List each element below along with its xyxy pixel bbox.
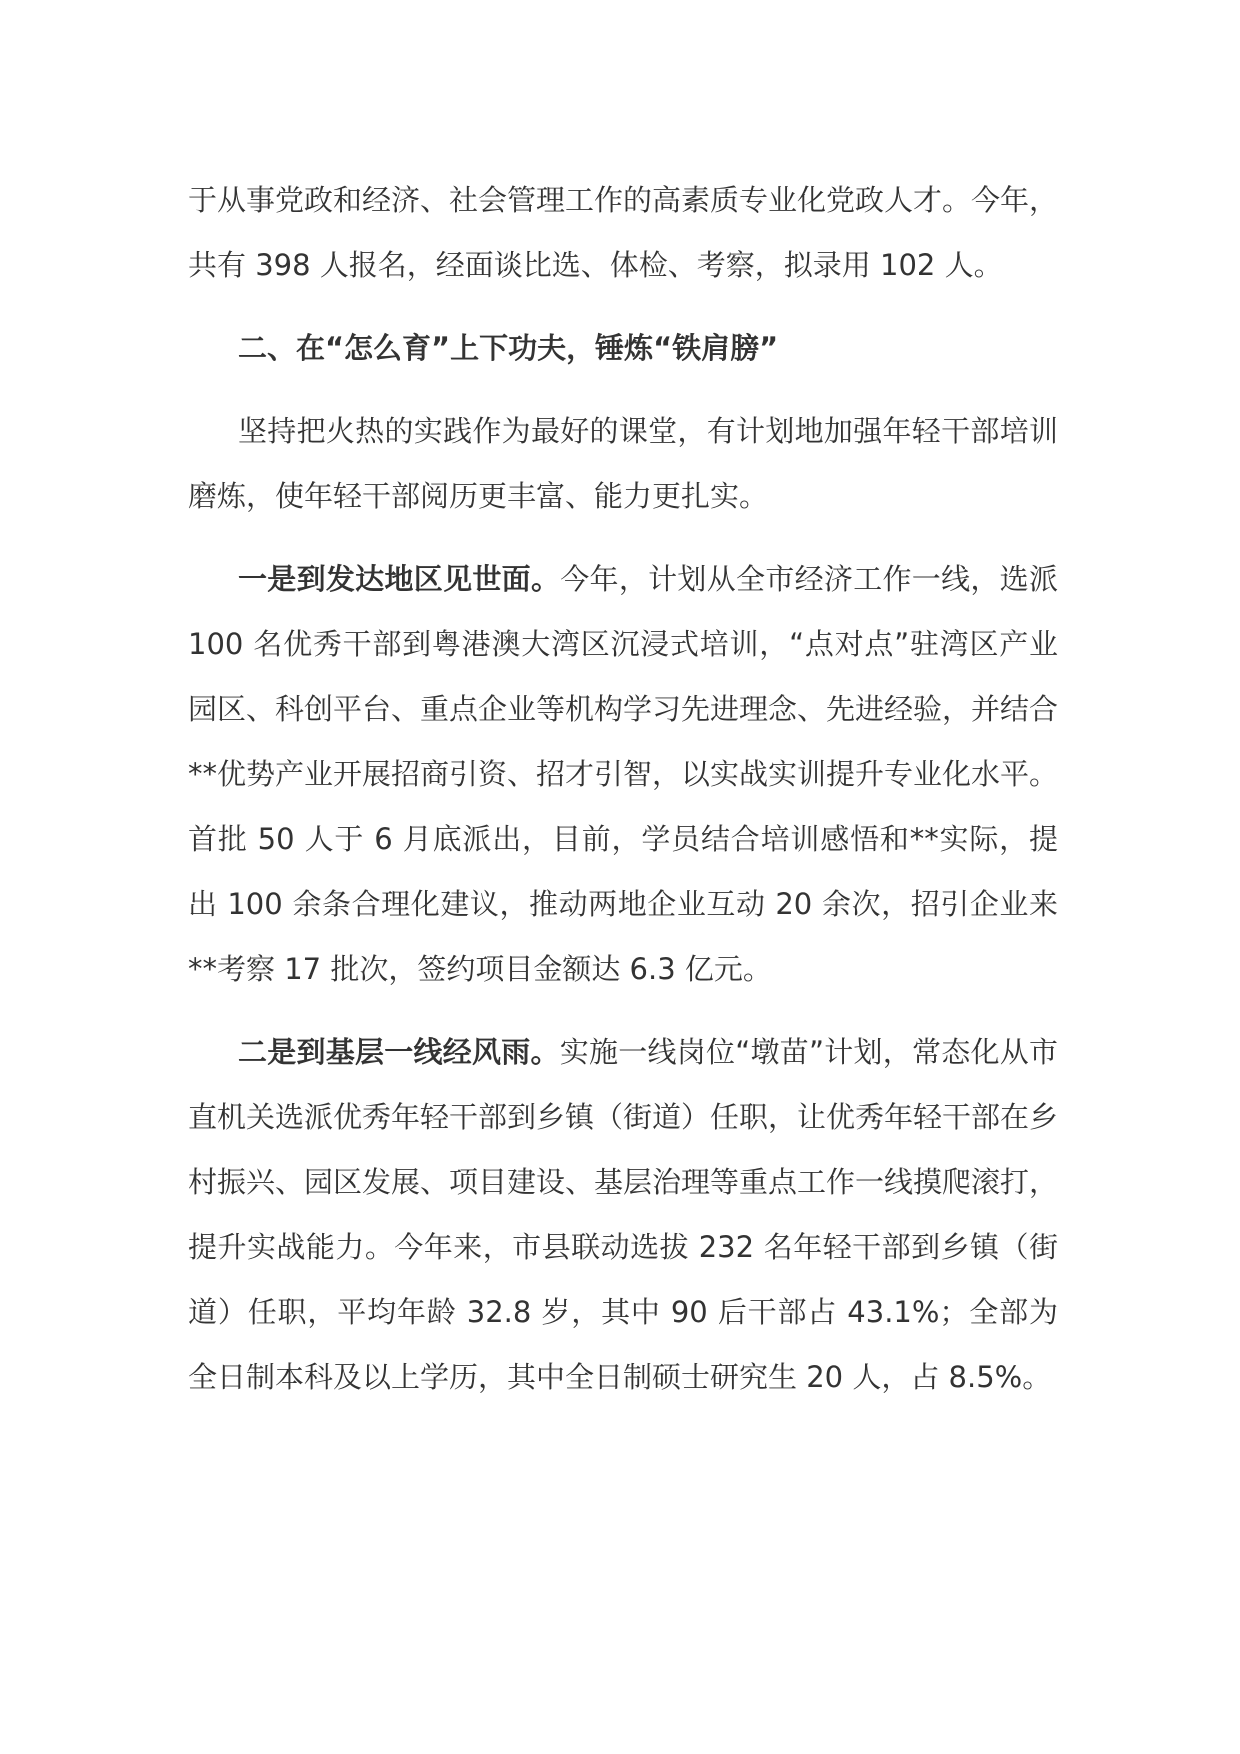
paragraph-intro [188,399,1058,529]
document-body [188,168,1058,1428]
paragraph-lead: 二是到基层一线经风雨。 [238,1035,560,1069]
paragraph-item-1 [188,547,1058,1002]
paragraph-lead: 一是到发达地区见世面。 [238,562,561,596]
paragraph-text: 实施一线岗位“墩苗”计划，常态化从市直机关选派优秀年轻干部到乡镇（街道）任职，让优秀年轻干部在乡村振兴、园区发展、项目建设、基层治理等重点工作一线摸爬滚打，提升实战能力。今年来，市县联动选拔 232 名年轻干部到乡镇（街道）任职，平均年龄 32.8 岁，其中 90 后干部占 43.1%；全部为全日制本科及以上学历，其中全日制硕士研究生 20 人，占 8.5%。 [188,1035,1059,1394]
paragraph-text: 坚持把火热的实践作为最好的课堂，有计划地加强年轻干部培训磨炼，使年轻干部阅历更丰富、能力更扎实。 [188,414,1058,513]
paragraph-continuation [188,168,1058,298]
paragraph-item-2 [188,1020,1058,1410]
paragraph-text: 于从事党政和经济、社会管理工作的高素质专业化党政人才。今年，共有 398 人报名，经面谈比选、体检、考察，拟录用 102 人。 [188,183,1059,282]
paragraph-text: 今年，计划从全市经济工作一线，选派 100 名优秀干部到粤港澳大湾区沉浸式培训，“点对点”驻湾区产业园区、科创平台、重点企业等机构学习先进理念、先进经验，并结合**优势产业开展招商引资、招才引智，以实战实训提升专业化水平。首批 50 人于 6 月底派出，目前，学员结合培训感悟和**实际，提出 100 余条合理化建议，推动两地企业互动 20 余次，招引企业来**考察 17 批次，签约项目金额达 6.3 亿元。 [188,562,1059,986]
section-heading [188,316,1058,381]
section-heading-text: 二、在“怎么育”上下功夫，锤炼“铁肩膀” [238,331,779,365]
